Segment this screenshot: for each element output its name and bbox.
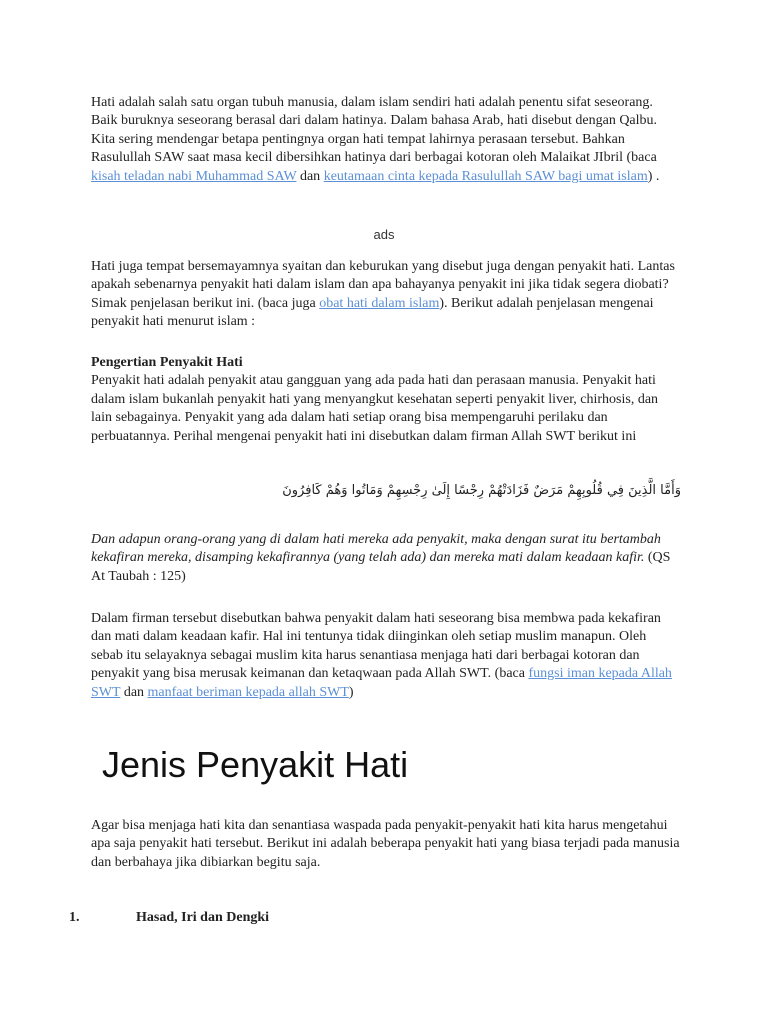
list-item-title: Hasad, Iri dan Dengki [136, 910, 270, 925]
section-body: Penyakit hati adalah penyakit atau gangguan yang ada pada hati dan perasaan manusia. Penyakit hati dalam islam bukanlah penyakit hati yang menyangkut kesehatan seperti penyakit liver, chirhosis, dan lain sebagainya. Penyakit yang ada dalam hati setiap orang bisa mempengaruhi perilaku dan perbuatannya. Perihal mengenai penyakit hati ini disebutkan dalam firman Allah SWT berikut ini [91, 373, 659, 444]
intro-connector: dan [296, 168, 324, 184]
intro-closing: ) . [647, 168, 660, 184]
link-kisah-teladan[interactable]: kisah teladan nabi Muhammad SAW [91, 168, 297, 184]
list-item-number: 1. [69, 910, 80, 925]
ads-label: ads [373, 227, 395, 242]
paragraph-4 [91, 610, 681, 702]
intro-paragraph [91, 94, 681, 186]
link-manfaat-beriman[interactable]: manfaat beriman kepada allah SWT [147, 684, 349, 700]
para4-text: Dalam firman tersebut disebutkan bahwa penyakit dalam hati seseorang bisa membwa pada kekafiran dan mati dalam keadaan kafir. Hal ini tentunya tidak diinginkan oleh setiap muslim manapun. Oleh sebab itu selayaknya sebagai muslim kita harus senantiasa menjaga hati dari berbagai kotoran dan penyakit yang bisa merusak keimanan dan ketaqwaan pada Allah SWT. (baca [91, 611, 661, 682]
paragraph-5: Agar bisa menjaga hati kita dan senantiasa waspada pada penyakit-penyakit hati kita harus mengetahui apa saja penyakit hati tersebut. Berikut ini adalah beberapa penyakit hati yang biasa terjadi pada manusia dan berbahaya jika dibiarkan begitu saja. [91, 818, 680, 870]
verse-reference: (QS At Taubah : 125) [91, 550, 671, 584]
link-fungsi-iman[interactable]: fungsi iman kepada Allah SWT [91, 666, 672, 700]
para4-closing: ) [348, 684, 354, 700]
section-heading: Pengertian Penyakit Hati [91, 355, 243, 370]
main-heading: Jenis Penyakit Hati [102, 744, 409, 785]
verse-translation [91, 531, 681, 586]
paragraph-2 [91, 258, 681, 332]
para2-closing: ). Berikut adalah penjelasan mengenai penyakit hati menurut islam : [91, 295, 654, 330]
arabic-verse: وَأَمَّا الَّذِينَ فِي قُلُوبِهِمْ مَرَضٌ فَزَادَتْهُمْ رِجْسًا إِلَىٰ رِجْسِهِمْ وَمَاتُوا وَهُمْ كَافِرُونَ [282, 483, 681, 498]
para2-text: Hati juga tempat bersemayamnya syaitan dan keburukan yang disebut juga dengan penyakit hati. Lantas apakah sebenarnya penyakit hati dalam islam dan apa bahayanya penyakit ini jika tidak segera diobati? Simak penjelasan berikut ini. (baca juga [91, 259, 675, 311]
link-keutamaan-cinta[interactable]: keutamaan cinta kepada Rasulullah SAW bagi umat islam [323, 168, 648, 184]
para4-connector: dan [120, 684, 148, 700]
translation-text: Dan adapun orang-orang yang di dalam hati mereka ada penyakit, maka dengan surat itu bertambah kekafiran mereka, disamping kekafirannya (yang telah ada) dan mereka mati dalam keadaan kafir. [91, 532, 661, 566]
intro-text: Hati adalah salah satu organ tubuh manusia, dalam islam sendiri hati adalah penentu sifat seseorang. Baik buruknya seseorang berasal dari dalam hatinya. Dalam bahasa Arab, hati disebut dengan Qalbu. Kita sering mendengar betapa pentingnya organ hati tempat lahirnya perasaan tersebut. Bahkan Rasulullah SAW saat masa kecil dibersihkan hatinya dari berbagai kotoran oleh Malaikat JIbril (baca [91, 95, 658, 166]
link-obat-hati[interactable]: obat hati dalam islam [319, 295, 440, 311]
section-pengertian [91, 354, 681, 446]
